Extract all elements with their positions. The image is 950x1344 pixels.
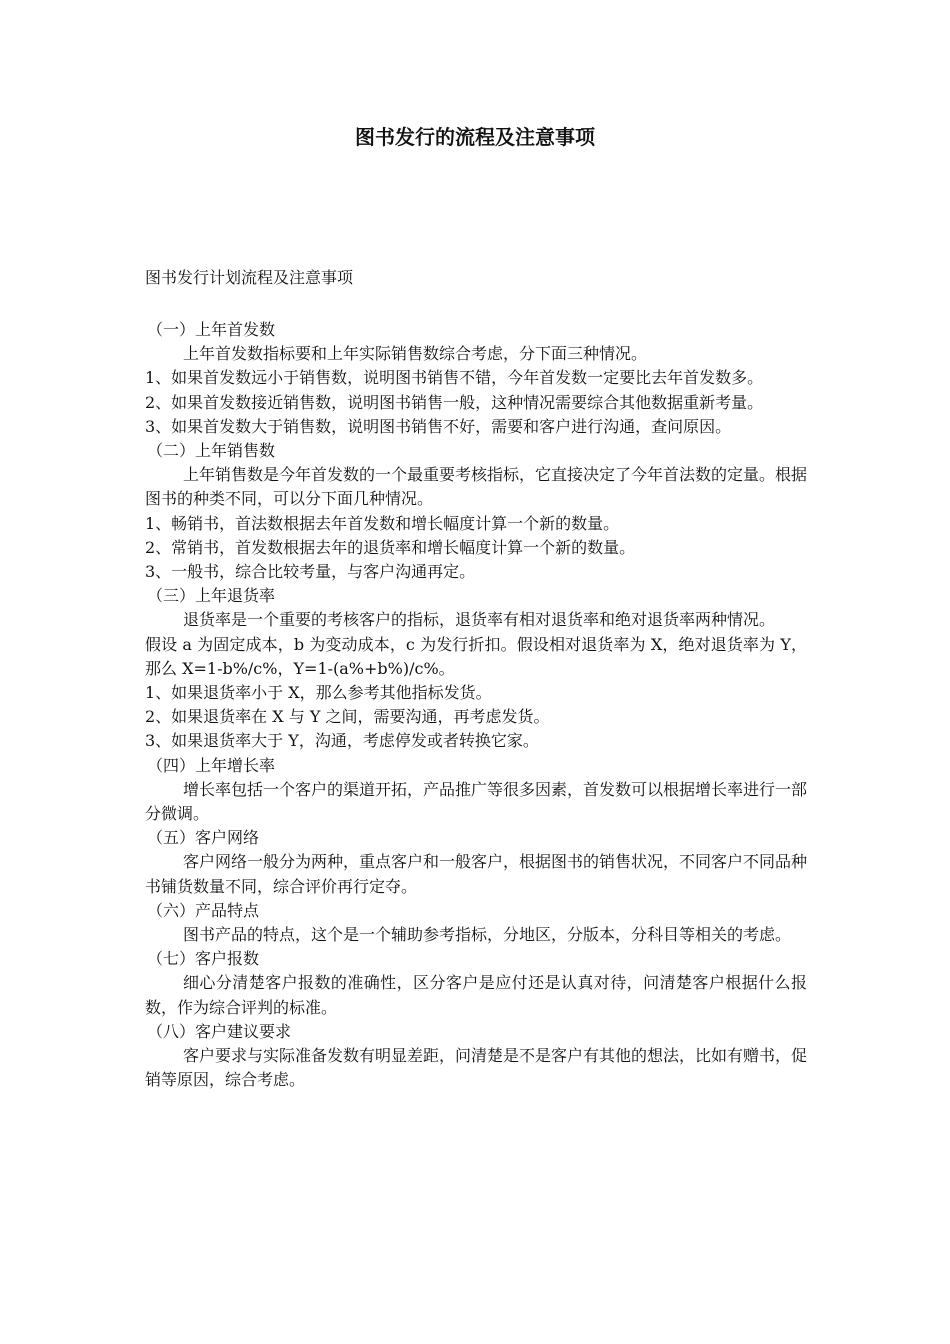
paragraph: 3、一般书，综合比较考量，与客户沟通再定。: [145, 562, 476, 582]
paragraph: 退货率是一个重要的考核客户的指标，退货率有相对退货率和绝对退货率两种情况。: [183, 610, 776, 630]
document-body: [145, 318, 807, 1093]
paragraph: 3、如果首发数大于销售数，说明图书销售不好，需要和客户进行沟通，查问原因。: [145, 416, 732, 436]
paragraph: 2、常销书，首发数根据去年的退货率和增长幅度计算一个新的数量。: [145, 537, 636, 557]
subsection-heading: （一）上年首发数: [147, 320, 276, 339]
paragraph: 上年首发数指标要和上年实际销售数综合考虑，分下面三种情况。: [183, 344, 648, 364]
paragraph: 1、如果退货率小于 X，那么参考其他指标发货。: [145, 683, 492, 703]
paragraph: 上年销售数是今年首发数的一个最重要考核指标，它直接决定了今年首法数的定量。根据图书的种类不同，可以分下面几种情况。: [145, 465, 808, 509]
subsection-heading: （四）上年增长率: [147, 755, 276, 775]
paragraph: 增长率包括一个客户的渠道开拓，产品推广等很多因素，首发数可以根据增长率进行一部分微调。: [145, 779, 808, 824]
subsection-heading: （六）产品特点: [147, 900, 260, 920]
subsection-heading: （七）客户报数: [147, 949, 260, 969]
paragraph: 2、如果首发数接近销售数，说明图书销售一般，这种情况需要综合其他数据重新考量。: [145, 392, 764, 412]
section-heading: 图书发行计划流程及注意事项: [145, 268, 354, 287]
paragraph: 2、如果退货率在 X 与 Y 之间，需要沟通，再考虑发货。: [145, 707, 550, 727]
subsection-heading: （八）客户建议要求: [147, 1021, 292, 1041]
paragraph: 细心分清楚客户报数的准确性，区分客户是应付还是认真对待，问清楚客户根据什么报数，作为综合评判的标准。: [145, 973, 807, 1017]
paragraph: 1、如果首发数远小于销售数，说明图书销售不错，今年首发数一定要比去年首发数多。: [145, 368, 764, 388]
subsection-heading: （五）客户网络: [147, 828, 260, 848]
paragraph: 客户网络一般分为两种，重点客户和一般客户，根据图书的销售状况，不同客户不同品种书铺货数量不同，综合评价再行定夺。: [145, 852, 808, 896]
document-title: 图书发行的流程及注意事项: [355, 125, 595, 149]
paragraph: 1、畅销书，首法数根据去年首发数和增长幅度计算一个新的数量。: [145, 513, 620, 533]
paragraph: 客户要求与实际准备发数有明显差距，问清楚是不是客户有其他的想法，比如有赠书，促销等原因，综合考虑。: [145, 1046, 808, 1090]
paragraph: 假设 a 为固定成本，b 为变动成本，c 为发行折扣。假设相对退货率为 X，绝对退货率为 Y，那么 X=1-b%/c%，Y=1-(a%+b%)/c%。: [145, 634, 807, 678]
subsection-heading: （三）上年退货率: [147, 586, 276, 606]
subsection-heading: （二）上年销售数: [147, 441, 276, 461]
paragraph: 3、如果退货率大于 Y，沟通，考虑停发或者转换它家。: [145, 731, 539, 751]
paragraph: 图书产品的特点，这个是一个辅助参考指标，分地区，分版本，分科目等相关的考虑。: [183, 925, 792, 945]
